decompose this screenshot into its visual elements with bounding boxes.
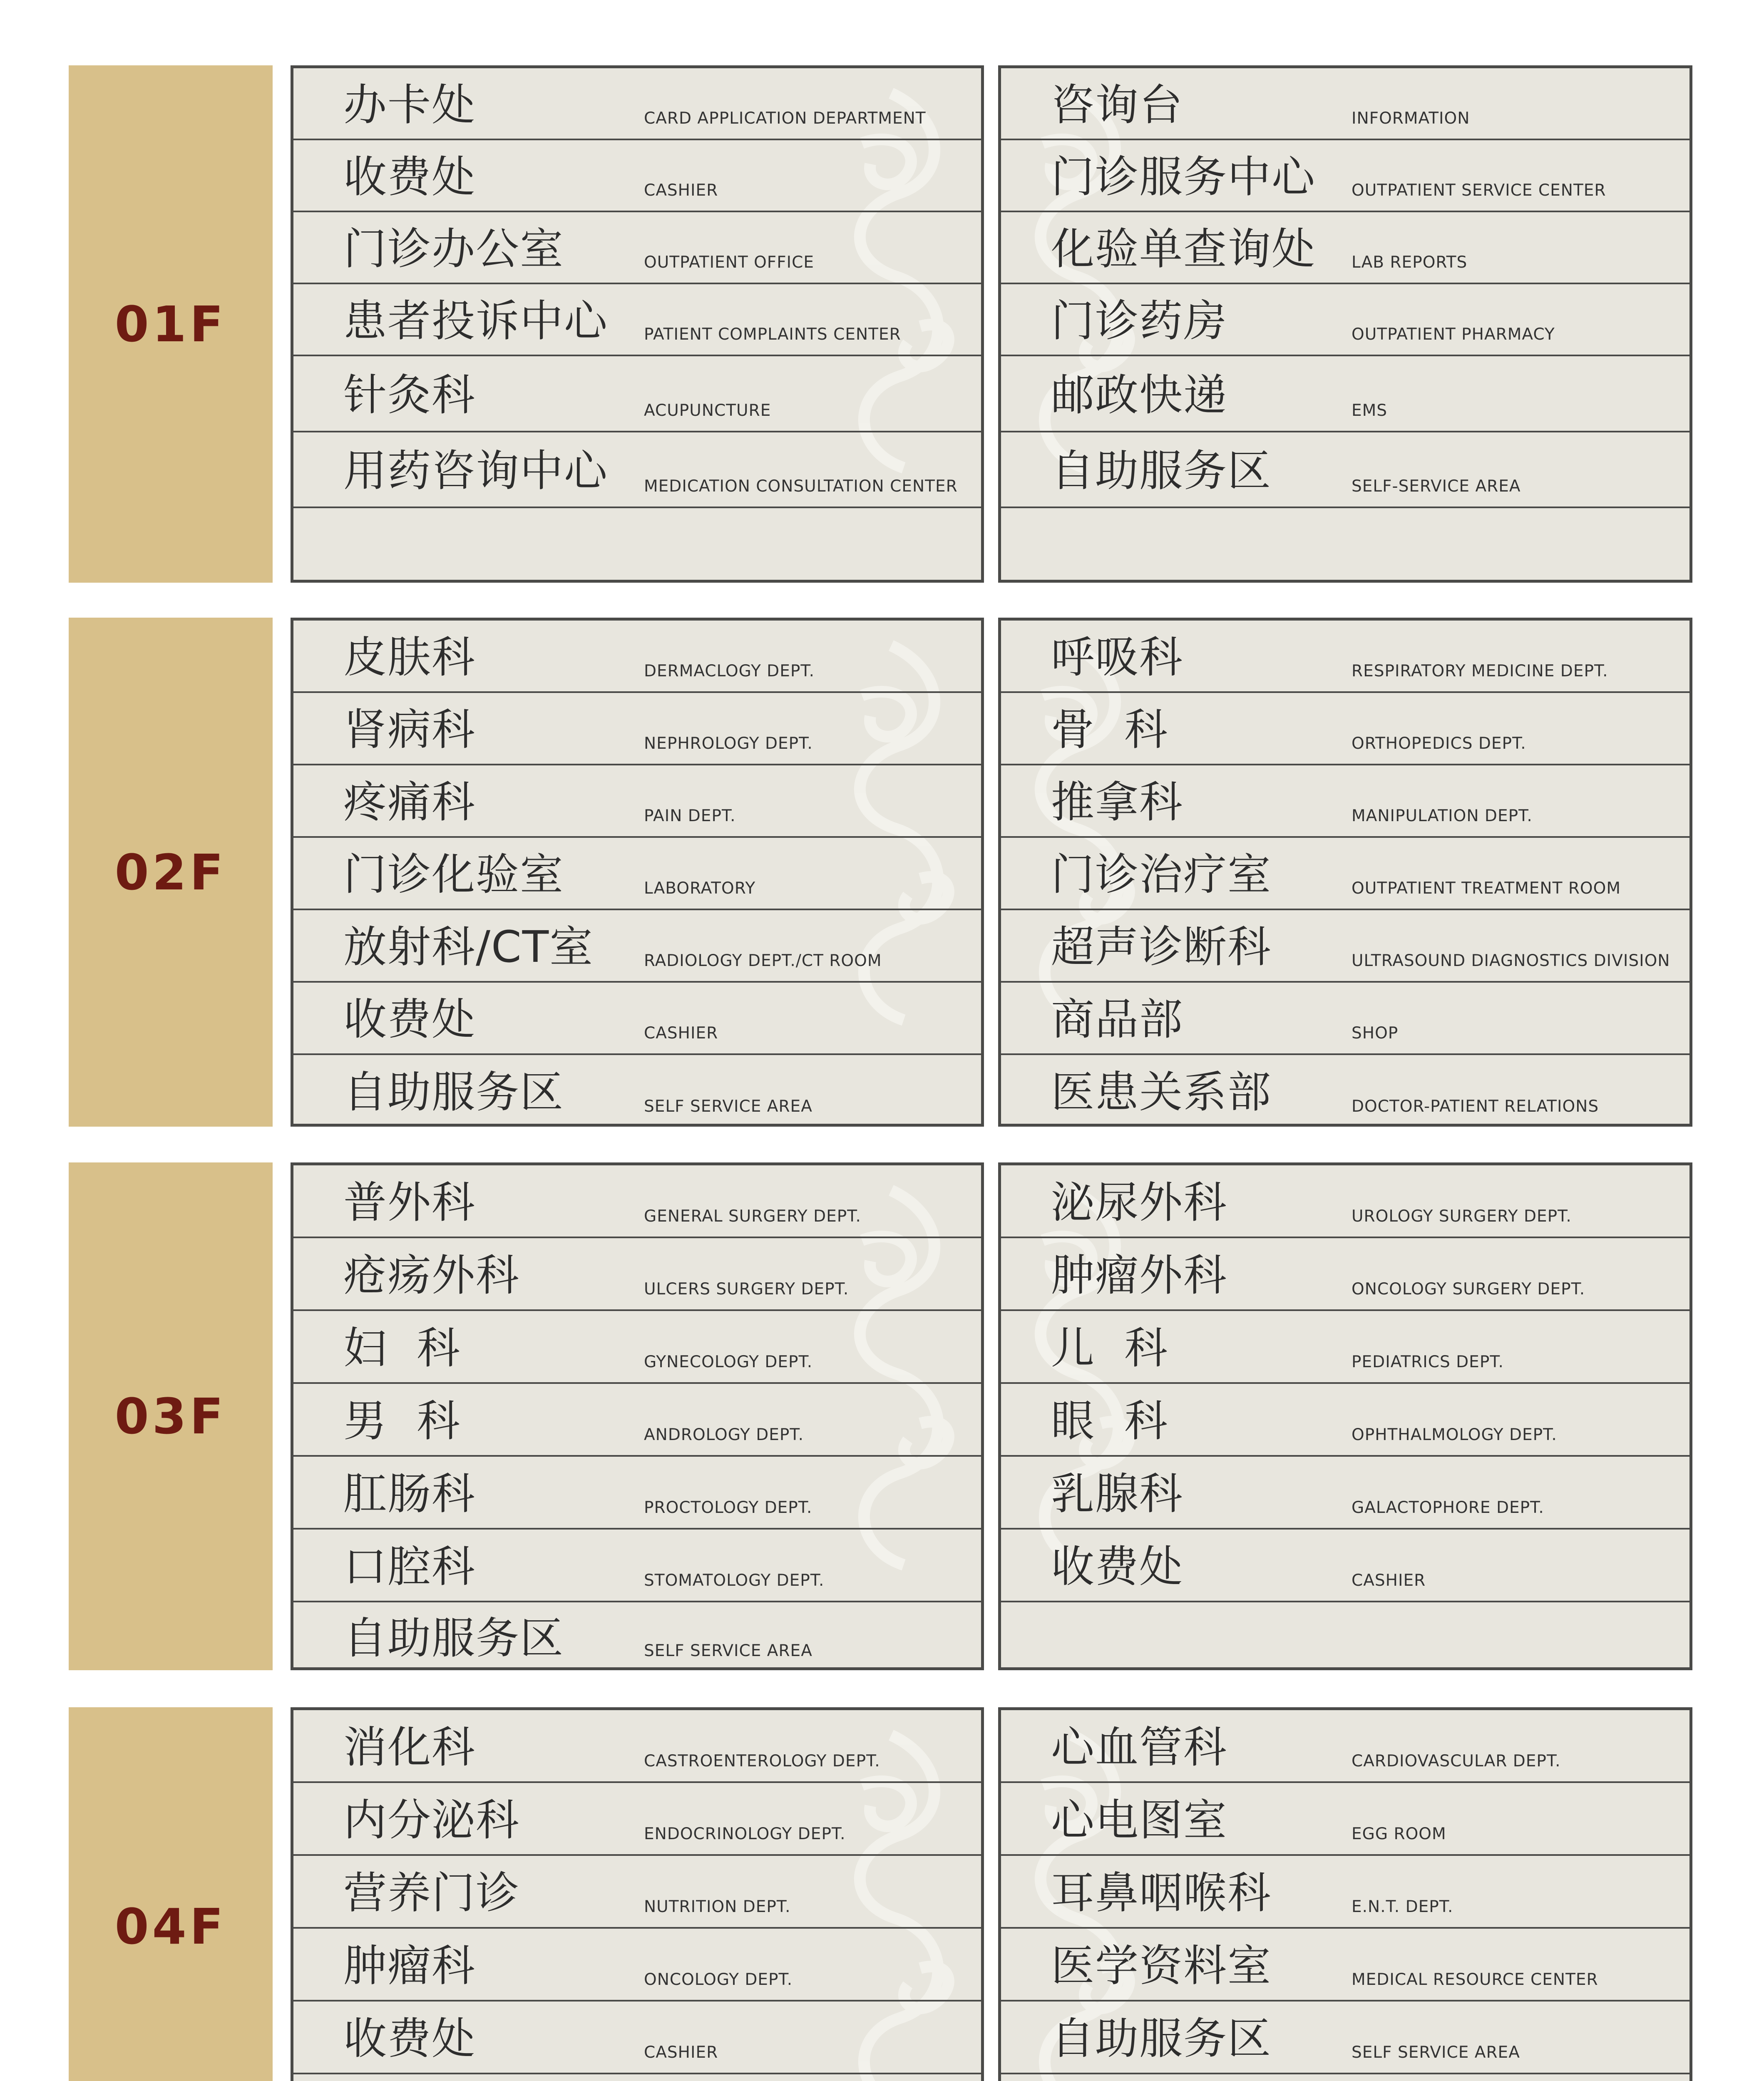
department-name-cn: 肿瘤科	[343, 1940, 476, 1991]
department-row	[293, 1783, 981, 1856]
department-name-cn: 医患关系部	[1051, 1067, 1272, 1117]
department-name-cn: 咨询台	[1051, 79, 1184, 130]
department-row	[293, 1055, 981, 1127]
department-row	[293, 1311, 981, 1384]
department-name-en: CASHIER	[644, 1024, 718, 1043]
department-name-en: PEDIATRICS DEPT.	[1352, 1353, 1504, 1371]
panel-right	[998, 1707, 1692, 2081]
department-row	[1001, 765, 1689, 838]
department-name-en: ENDOCRINOLOGY DEPT.	[644, 1825, 846, 1843]
department-name-en: SHOP	[1352, 1024, 1399, 1043]
department-row	[293, 621, 981, 693]
department-row	[1001, 1929, 1689, 2002]
department-name-cn: 用药咨询中心	[343, 445, 609, 496]
floor-label: 01F	[69, 65, 273, 583]
department-name-en: SELF SERVICE AREA	[644, 1641, 812, 1660]
department-name-en: CASHIER	[644, 181, 718, 200]
department-name-cn: 针灸科	[343, 369, 476, 420]
department-name-en: GENERAL SURGERY DEPT.	[644, 1207, 861, 1226]
department-name-cn: 自助服务区	[343, 1067, 564, 1117]
department-row	[293, 212, 981, 284]
department-name-cn: 疼痛科	[343, 777, 476, 827]
department-name-en: PATIENT COMPLAINTS CENTER	[644, 325, 901, 344]
department-name-cn: 门诊化验室	[343, 849, 564, 900]
department-row	[1001, 140, 1689, 212]
department-name-en: OUTPATIENT SERVICE CENTER	[1352, 181, 1606, 200]
department-row	[1001, 432, 1689, 508]
department-row	[293, 765, 981, 838]
department-name-cn: 收费处	[343, 2013, 476, 2064]
department-name-cn: 收费处	[343, 151, 476, 202]
department-row	[293, 1457, 981, 1530]
department-row	[1001, 284, 1689, 356]
department-name-en: MANIPULATION DEPT.	[1352, 807, 1533, 825]
department-name-cn: 心电图室	[1051, 1794, 1228, 1845]
department-name-cn: 推拿科	[1051, 777, 1184, 827]
department-name-en: CARDIOVASCULAR DEPT.	[1352, 1752, 1561, 1771]
department-name-cn: 肛肠科	[343, 1468, 476, 1519]
department-row	[293, 1384, 981, 1457]
department-name-cn: 肾病科	[343, 704, 476, 755]
floor-label: 03F	[69, 1162, 273, 1670]
department-name-cn: 呼吸科	[1051, 632, 1184, 683]
department-name-cn: 收费处	[1051, 1541, 1184, 1592]
department-name-en: OUTPATIENT TREATMENT ROOM	[1352, 879, 1621, 898]
department-name-cn: 泌尿外科	[1051, 1177, 1228, 1228]
department-name-cn: 营养门诊	[343, 1867, 520, 1918]
department-name-cn: 门诊办公室	[343, 223, 564, 274]
department-name-en: LABORATORY	[644, 879, 756, 898]
department-name-en: SELF SERVICE AREA	[644, 1097, 812, 1116]
department-row	[1001, 1165, 1689, 1238]
panel-left	[291, 1162, 984, 1670]
department-row	[293, 983, 981, 1055]
department-name-en: SELF SERVICE AREA	[1352, 2043, 1520, 2062]
department-row	[1001, 508, 1689, 580]
department-name-en: OUTPATIENT PHARMACY	[1352, 325, 1555, 344]
floor-label: 04F	[69, 1707, 273, 2081]
department-name-en: STOMATOLOGY DEPT.	[644, 1571, 825, 1590]
department-row	[1001, 1856, 1689, 1929]
department-row	[1001, 356, 1689, 432]
department-name-en: RESPIRATORY MEDICINE DEPT.	[1352, 662, 1608, 680]
department-row	[293, 356, 981, 432]
department-name-en: PAIN DEPT.	[644, 807, 736, 825]
department-name-en: OPHTHALMOLOGY DEPT.	[1352, 1425, 1557, 1444]
department-name-en: RADIOLOGY DEPT./CT ROOM	[644, 951, 882, 970]
department-row	[1001, 1055, 1689, 1127]
panel-left	[291, 618, 984, 1127]
department-name-cn: 耳鼻咽喉科	[1051, 1867, 1272, 1918]
department-name-cn: 邮政快递	[1051, 369, 1228, 420]
panel-right	[998, 618, 1692, 1127]
department-name-cn: 化验单查询处	[1051, 223, 1316, 274]
department-row	[293, 2002, 981, 2074]
department-row	[1001, 1457, 1689, 1530]
department-row	[1001, 910, 1689, 983]
department-row	[293, 693, 981, 765]
department-row	[1001, 68, 1689, 140]
department-name-en: DOCTOR-PATIENT RELATIONS	[1352, 1097, 1599, 1116]
floor-section	[0, 65, 1764, 583]
department-name-en: ORTHOPEDICS DEPT.	[1352, 734, 1526, 753]
department-name-cn: 疮疡外科	[343, 1249, 520, 1301]
department-name-cn: 超声诊断科	[1051, 921, 1272, 972]
department-row	[293, 68, 981, 140]
department-name-en: LAB REPORTS	[1352, 253, 1468, 272]
floor-section	[0, 1162, 1764, 1670]
department-name-cn: 普外科	[343, 1177, 476, 1228]
department-name-en: ACUPUNCTURE	[644, 401, 771, 420]
department-name-cn: 自助服务区	[1051, 445, 1272, 496]
department-name-en: MEDICAL RESOURCE CENTER	[1352, 1970, 1598, 1989]
department-name-en: ONCOLOGY DEPT.	[644, 1970, 793, 1989]
department-name-cn: 门诊药房	[1051, 295, 1228, 346]
department-name-en: ONCOLOGY SURGERY DEPT.	[1352, 1280, 1585, 1299]
department-name-cn: 放射科/CT室	[343, 921, 594, 972]
department-name-cn: 男 科	[343, 1395, 461, 1446]
panel-right	[998, 65, 1692, 583]
department-name-cn: 消化科	[343, 1721, 476, 1773]
department-name-en: INFORMATION	[1352, 109, 1470, 128]
department-name-en: GALACTOPHORE DEPT.	[1352, 1498, 1544, 1517]
department-row	[1001, 2074, 1689, 2081]
department-name-en: DERMACLOGY DEPT.	[644, 662, 815, 680]
department-name-en: SELF-SERVICE AREA	[1352, 477, 1521, 496]
department-row	[293, 910, 981, 983]
department-row	[1001, 2002, 1689, 2074]
department-name-en: NEPHROLOGY DEPT.	[644, 734, 813, 753]
department-row	[293, 1238, 981, 1311]
department-name-cn: 肿瘤外科	[1051, 1249, 1228, 1301]
department-name-en: EGG ROOM	[1352, 1825, 1446, 1843]
department-name-en: ULCERS SURGERY DEPT.	[644, 1280, 849, 1299]
floor-label: 02F	[69, 618, 273, 1127]
department-row	[293, 140, 981, 212]
department-row	[293, 508, 981, 580]
department-row	[293, 838, 981, 910]
floor-section	[0, 618, 1764, 1127]
department-row	[293, 284, 981, 356]
department-row	[1001, 1238, 1689, 1311]
department-row	[1001, 983, 1689, 1055]
department-name-en: MEDICATION CONSULTATION CENTER	[644, 477, 958, 496]
department-row	[1001, 1384, 1689, 1457]
department-name-cn: 乳腺科	[1051, 1468, 1184, 1519]
panel-left	[291, 65, 984, 583]
department-row	[1001, 693, 1689, 765]
department-row	[1001, 1530, 1689, 1602]
department-name-en: ANDROLOGY DEPT.	[644, 1425, 804, 1444]
department-row	[1001, 1710, 1689, 1783]
department-name-en: E.N.T. DEPT.	[1352, 1897, 1453, 1916]
department-row	[293, 1856, 981, 1929]
department-row	[293, 1602, 981, 1670]
department-name-en: CASHIER	[644, 2043, 718, 2062]
department-row	[293, 1530, 981, 1602]
department-row	[1001, 838, 1689, 910]
department-row	[1001, 1783, 1689, 1856]
department-row	[293, 1929, 981, 2002]
department-name-en: NUTRITION DEPT.	[644, 1897, 791, 1916]
department-row	[1001, 621, 1689, 693]
department-name-cn: 内分泌科	[343, 1794, 520, 1845]
department-name-en: CASTROENTEROLOGY DEPT.	[644, 1752, 880, 1771]
department-name-en: PROCTOLOGY DEPT.	[644, 1498, 812, 1517]
panel-right	[998, 1162, 1692, 1670]
department-row	[1001, 1602, 1689, 1670]
department-name-cn: 门诊治疗室	[1051, 849, 1272, 900]
department-name-en: CARD APPLICATION DEPARTMENT	[644, 109, 926, 128]
department-name-cn: 商品部	[1051, 994, 1184, 1045]
department-name-en: EMS	[1352, 401, 1388, 420]
department-name-en: GYNECOLOGY DEPT.	[644, 1353, 813, 1371]
department-name-cn: 眼 科	[1051, 1395, 1169, 1446]
department-name-cn: 儿 科	[1051, 1322, 1169, 1373]
department-name-en: ULTRASOUND DIAGNOSTICS DIVISION	[1352, 951, 1670, 970]
department-row	[1001, 212, 1689, 284]
department-name-cn: 门诊服务中心	[1051, 151, 1316, 202]
department-row	[1001, 1311, 1689, 1384]
department-row	[293, 432, 981, 508]
department-row	[293, 1710, 981, 1783]
department-name-cn: 口腔科	[343, 1541, 476, 1592]
department-name-cn: 皮肤科	[343, 632, 476, 683]
department-name-en: UROLOGY SURGERY DEPT.	[1352, 1207, 1572, 1226]
department-name-cn: 办卡处	[343, 79, 476, 130]
department-name-cn: 妇 科	[343, 1322, 461, 1373]
department-name-en: CASHIER	[1352, 1571, 1426, 1590]
floor-section	[0, 1707, 1764, 2081]
department-name-cn: 自助服务区	[1051, 2013, 1272, 2064]
department-name-en: OUTPATIENT OFFICE	[644, 253, 815, 272]
panel-left	[291, 1707, 984, 2081]
department-name-cn: 骨 科	[1051, 704, 1169, 755]
department-name-cn: 患者投诉中心	[343, 295, 609, 346]
department-name-cn: 收费处	[343, 994, 476, 1045]
department-name-cn: 心血管科	[1051, 1721, 1228, 1773]
department-row	[293, 2074, 981, 2081]
department-name-cn: 自助服务区	[343, 1612, 564, 1664]
department-row	[293, 1165, 981, 1238]
department-name-cn: 医学资料室	[1051, 1940, 1272, 1991]
